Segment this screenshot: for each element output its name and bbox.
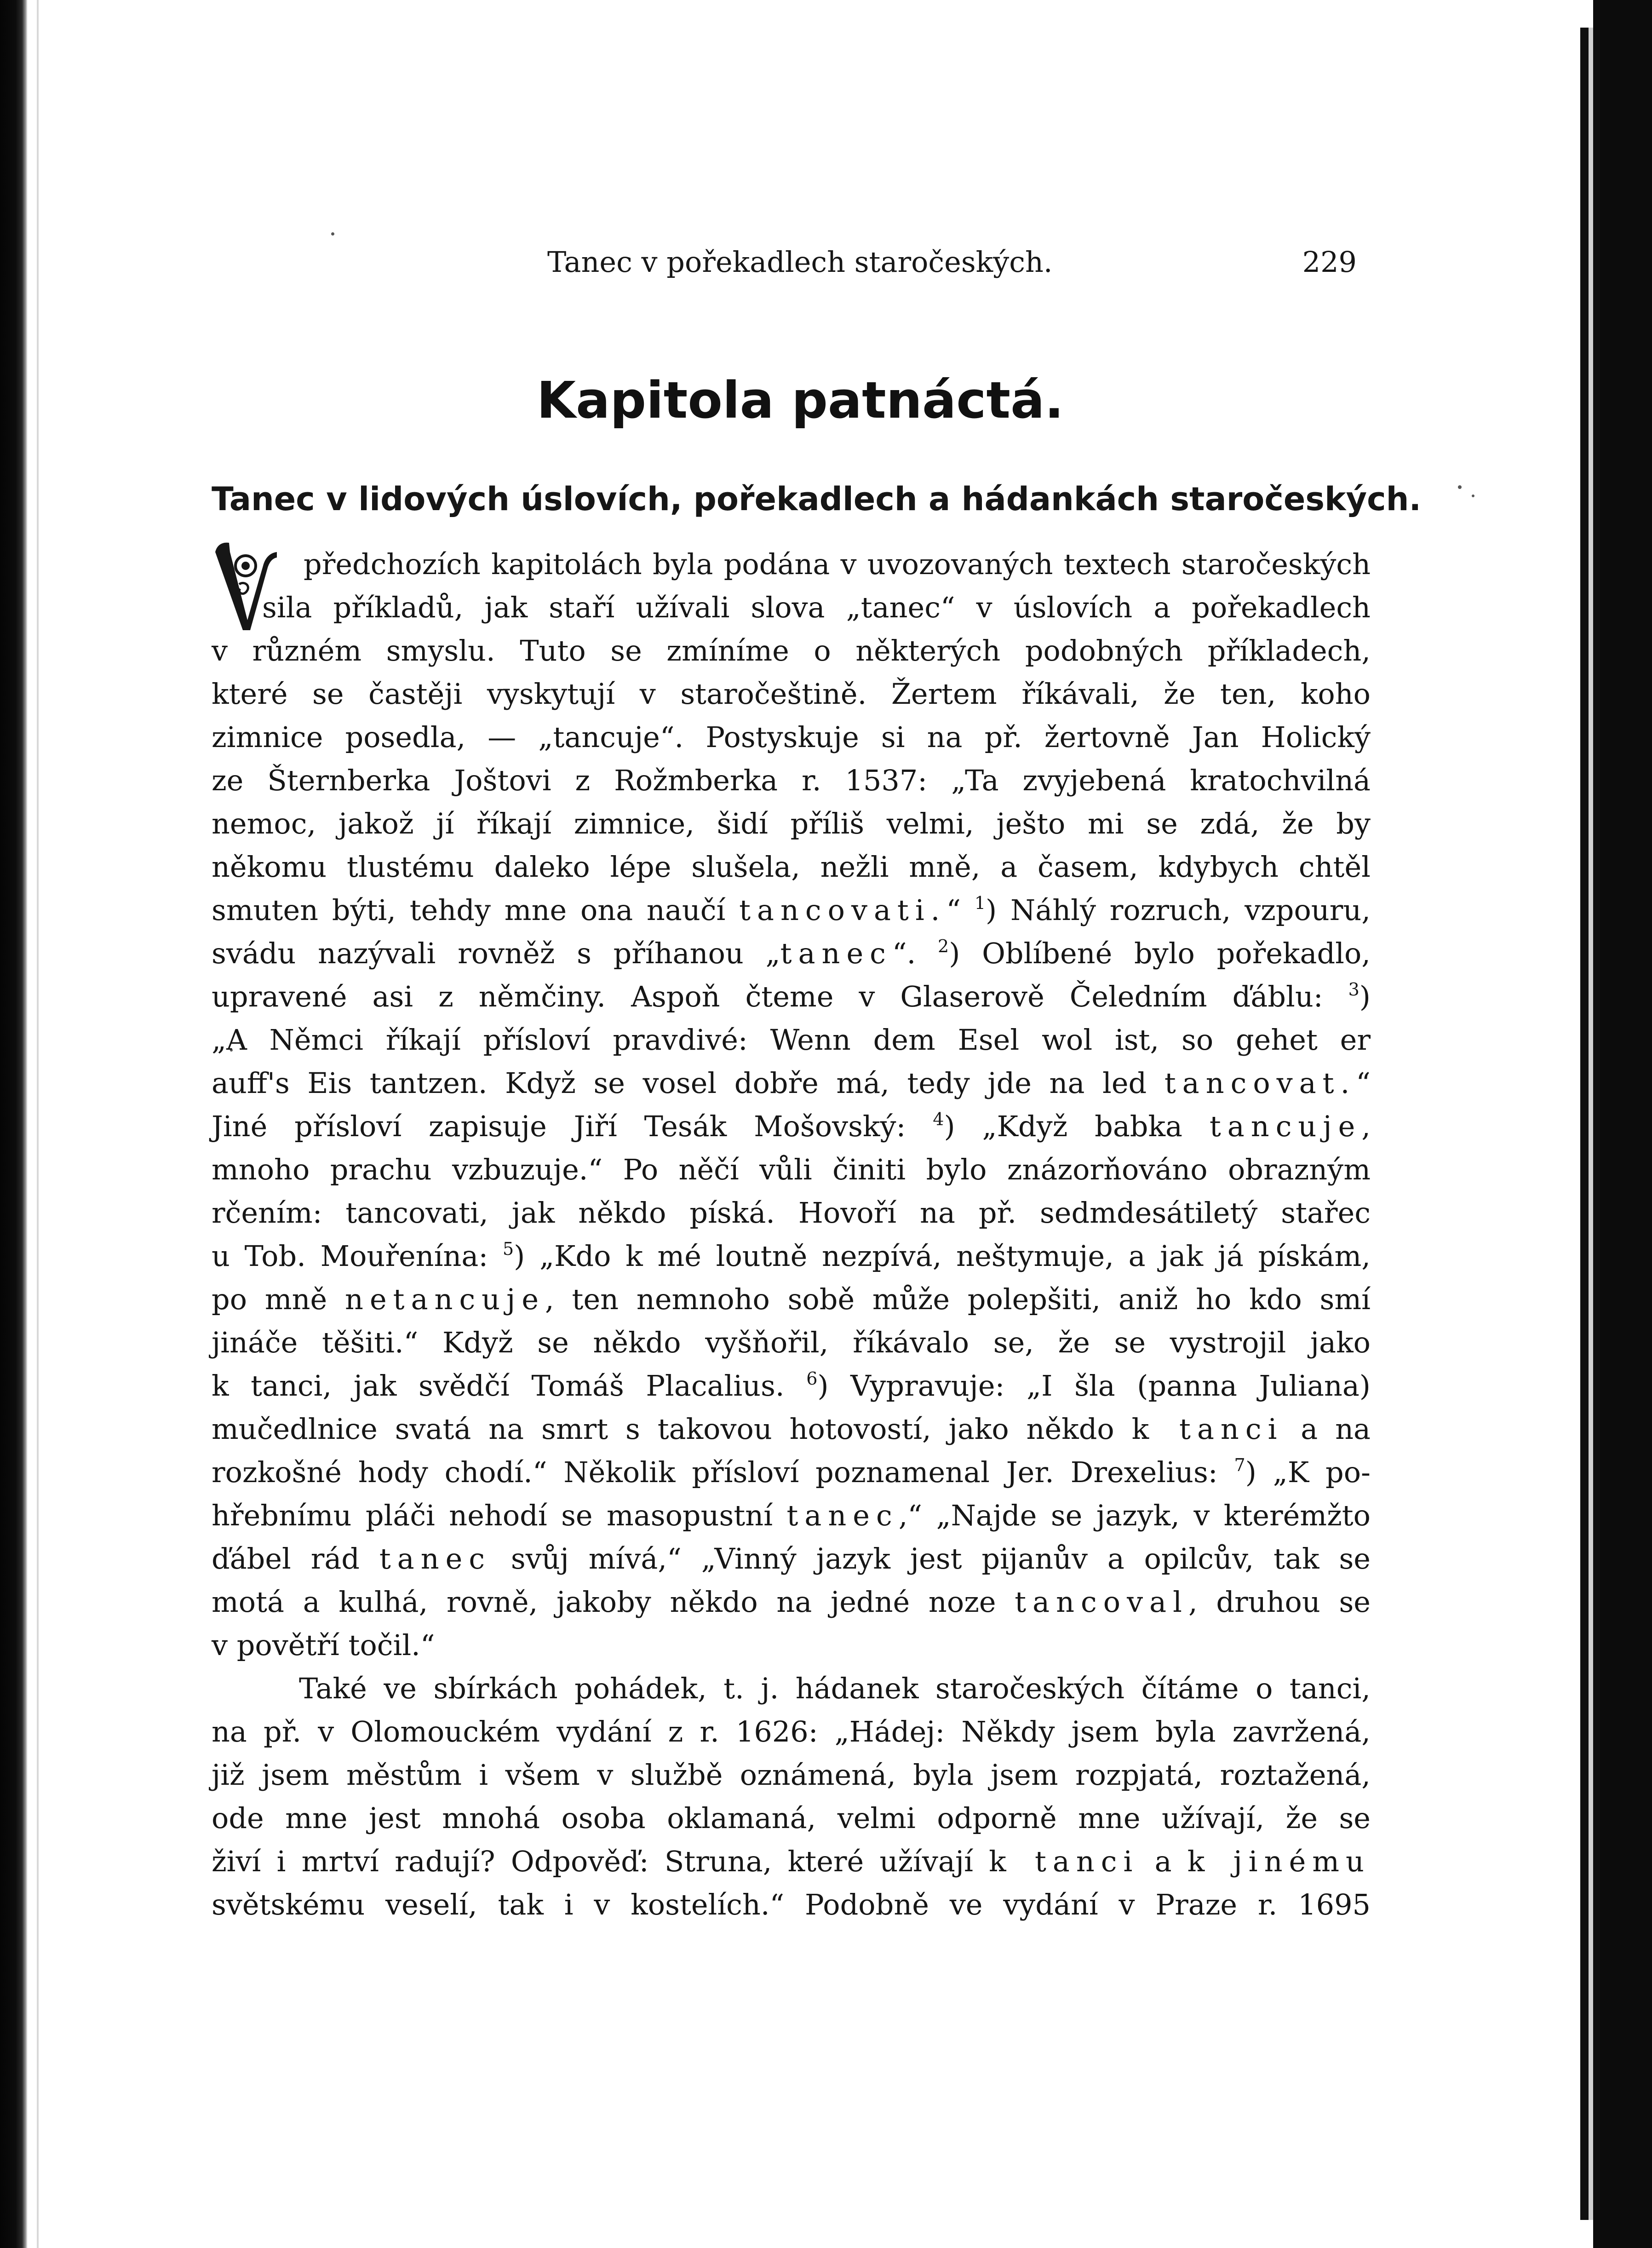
scan-speck	[1458, 485, 1462, 489]
scan-border-right	[1593, 0, 1652, 2248]
text-line: které se častěji vyskytují v staročeštině. Žertem říkávali, že ten, koho	[212, 677, 1371, 711]
emphasis-spaced: tanec	[379, 1542, 492, 1575]
text-line: rčením: tancovati, jak někdo píská. Hovoří na př. sedmdesátiletý stařec	[212, 1196, 1371, 1230]
page-edge-left	[37, 0, 39, 2248]
scan-speck	[331, 232, 334, 236]
book-spine-shadow	[0, 0, 28, 2248]
text-line: ďábel rád tanec svůj mívá,“ „Vinný jazyk jest pijanův a opilcův, tak se	[212, 1542, 1371, 1575]
footnote-ref: 7	[1234, 1455, 1245, 1475]
text-line: hřebnímu pláči nehodí se masopustní tanec,“ „Najde se jazyk, v kterémžto	[212, 1499, 1371, 1532]
text-line: světskému veselí, tak i v kostelích.“ Podobně ve vydání v Praze r. 1695	[212, 1888, 1371, 1921]
emphasis-spaced: tanec	[786, 1499, 899, 1532]
text-line: po mně netancuje, ten nemnoho sobě může polepšiti, aniž ho kdo smí	[212, 1282, 1371, 1316]
footnote-ref: 3	[1348, 979, 1359, 1000]
emphasis-spaced: tancovati.	[739, 893, 946, 927]
text-line: Také ve sbírkách pohádek, t. j. hádanek staročeských čítáme o tanci,	[299, 1672, 1371, 1705]
text-line: zimnice posedla, — „tancuje“. Postyskuje si na př. žertovně Jan Holický	[212, 720, 1371, 754]
page-edge-right	[1580, 28, 1589, 2220]
text-line: předchozích kapitolách byla podána v uvozovaných textech staročeských	[304, 547, 1371, 581]
text-line: „A Němci říkají přísloví pravdivé: Wenn dem Esel wol ist, so gehet er	[212, 1023, 1371, 1057]
chapter-subtitle: Tanec v lidových úslovích, pořekadlech a hádankách staročeských.	[212, 480, 1422, 518]
text-line: mučedlnice svatá na smrt s takovou hotovostí, jako někdo k tanci a na	[212, 1412, 1371, 1446]
chapter-title: Kapitola patnáctá.	[536, 371, 1064, 430]
text-line: již jsem městům i všem v službě oznámená, byla jsem rozpjatá, roztažená,	[212, 1758, 1371, 1792]
text-line: upravené asi z němčiny. Aspoň čteme v Glaserově Čeledním ďáblu: $^3$)	[212, 979, 1371, 1013]
emphasis-spaced: tancoval	[1015, 1585, 1188, 1619]
text-line: auff's Eis tantzen. Když se vosel dobře má, tedy jde na led tancovat.“	[212, 1066, 1371, 1100]
emphasis-spaced: k tanci	[989, 1845, 1139, 1878]
emphasis-spaced: tanec	[780, 937, 892, 970]
text-line: v různém smyslu. Tuto se zmíníme o některých podobných příkladech,	[212, 634, 1371, 667]
emphasis-spaced: tancovat.	[1164, 1066, 1356, 1100]
page-edge-right-shadow	[1589, 28, 1593, 2220]
text-line: svádu nazývali rovněž s příhanou „tanec“. $^2$) Oblíbené bylo pořekadlo,	[212, 936, 1371, 970]
text-line: ze Šternberka Joštovi z Rožmberka r. 1537: „Ta zvyjebená kratochvilná	[212, 764, 1371, 797]
text-line: smuten býti, tehdy mne ona naučí tancovati.“ $^1$) Náhlý rozruch, vzpouru,	[212, 893, 1371, 927]
text-line: k tanci, jak svědčí Tomáš Placalius. $^6$) Vypravuje: „I šla (panna Juliana)	[212, 1368, 1371, 1403]
text-line: nemoc, jakož jí říkají zimnice, šidí příliš velmi, ješto mi se zdá, že by	[212, 807, 1371, 840]
footnote-ref: 6	[806, 1368, 818, 1389]
text-line: mnoho prachu vzbuzuje.“ Po něčí vůli činiti bylo znázorňováno obrazným	[212, 1153, 1371, 1186]
footnote-ref: 4	[933, 1109, 944, 1129]
emphasis-spaced: netancuje	[345, 1282, 545, 1316]
text-line: sila příkladů, jak staří užívali slova „tanec“ v úslovích a pořekadlech	[262, 591, 1371, 624]
text-line: živí i mrtví radují? Odpověď: Struna, které užívají k tanci a k jinému	[212, 1845, 1371, 1878]
footnote-ref: 2	[938, 936, 949, 956]
text-line: rozkošné hody chodí.“ Několik přísloví poznamenal Jer. Drexelius: $^7$) „K po-	[212, 1455, 1371, 1489]
text-line: Jiné přísloví zapisuje Jiří Tesák Mošovský: $^4$) „Když babka tancuje,	[212, 1109, 1371, 1143]
body-text	[212, 543, 1371, 1926]
text-line: u Tob. Mouřenína: $^5$) „Kdo k mé loutně nezpívá, neštymuje, a jak já pískám,	[212, 1239, 1371, 1273]
emphasis-spaced: tancuje	[1209, 1110, 1362, 1143]
emphasis-spaced: k tanci	[1131, 1412, 1284, 1446]
text-line: ode mne jest mnohá osoba oklamaná, velmi odporně mne užívají, že se	[212, 1801, 1371, 1835]
running-head-title: Tanec v pořekadlech staročeských.	[547, 245, 1053, 279]
footnote-ref: 1	[974, 893, 986, 913]
text-line: někomu tlustému daleko lépe slušela, nežli mně, a časem, kdybych chtěl	[212, 850, 1371, 884]
text-line: jináče těšiti.“ Když se někdo vyšňořil, říkávalo se, že se vystrojil jako	[212, 1326, 1371, 1359]
running-head	[547, 239, 1357, 285]
scan-speck	[1472, 494, 1474, 497]
page-number: 229	[1302, 245, 1357, 279]
text-line: na př. v Olomouckém vydání z r. 1626: „Hádej: Někdy jsem byla zavržená,	[212, 1715, 1371, 1748]
text-line: v povětří točil.“	[212, 1628, 435, 1662]
footnote-ref: 5	[502, 1239, 514, 1259]
text-line: motá a kulhá, rovně, jakoby někdo na jedné noze tancoval, druhou se	[212, 1585, 1371, 1619]
emphasis-spaced: k jinému	[1187, 1845, 1371, 1878]
